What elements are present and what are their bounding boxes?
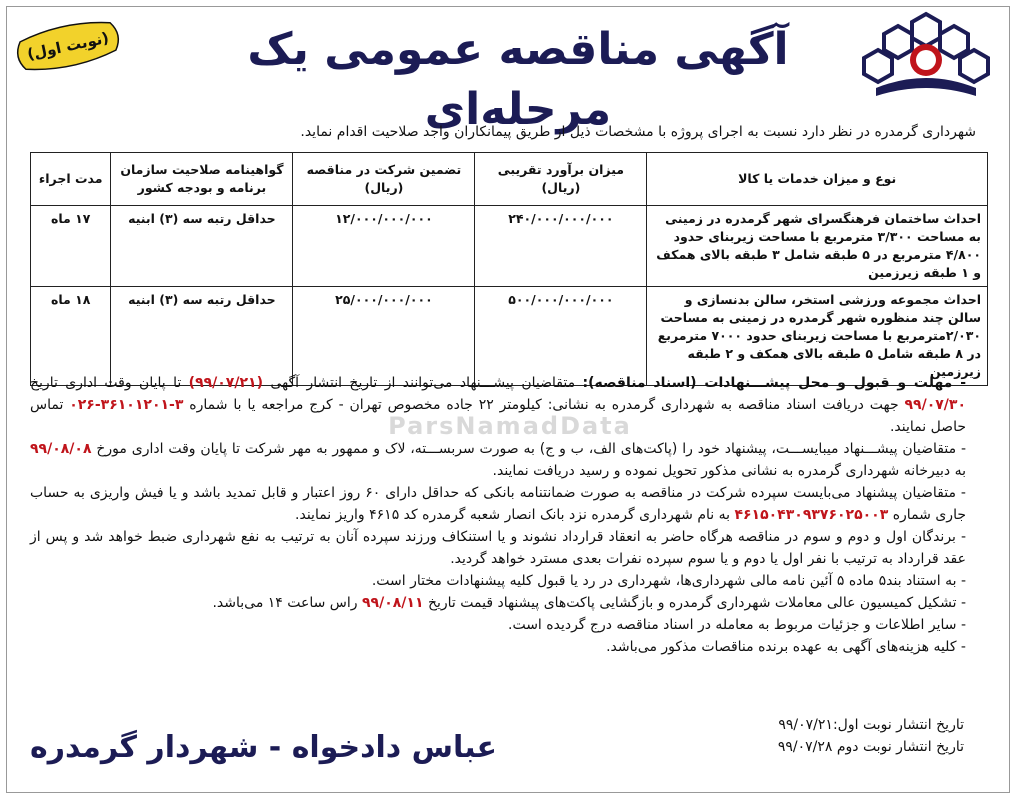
publication-dates (778, 714, 964, 758)
cell-description: احداث مجموعه ورزشی استخر، سالن بدنسازی و سالن چند منظوره شهر گرمدره در زمینی به مساحت ۲/۰۳۰مترمربع با مساحت زیربنای حدود ۷۰۰۰ مترمربع در ۸ طبقه شامل ۵ طبقه بالای همکف و ۲ طبقه زیرزمین (647, 287, 988, 386)
cell-duration: ۱۷ ماه (31, 206, 111, 287)
header-description: نوع و میزان خدمات یا کالا (647, 153, 988, 206)
cell-guarantee: ۲۵/۰۰۰/۰۰۰/۰۰۰ (293, 287, 475, 386)
text-fragment: به نام شهرداری گرمدره نزد بانک انصار شعبه گرمدره کد ۴۶۱۵ واریز نمایند. (295, 507, 735, 523)
header-guarantee: تضمین شرکت در مناقصه (ریال) (293, 153, 475, 206)
paragraph-rights: - به استناد بند۵ ماده ۵ آئین نامه مالی شهرداری‌ها، شهرداری در رد یا قبول کلیه پیشنهادات مختار است. (371, 573, 966, 589)
deadline-date: ۹۹/۰۷/۳۰ (904, 397, 966, 413)
text-fragment: - متقاضیان پیشنهاد می‌بایست سپرده شرکت در مناقصه به صورت ضمانتنامه بانکی که حداقل دارای ۶۰ روز اعتبار و قابل تمدید باشد و یا فیش واریزی به حساب جاری شماره (30, 485, 966, 523)
phone-number: ۳-۳۶۱۰۱۲۰۱-۰۲۶ (69, 397, 184, 413)
edition-badge-label: (نوبت اول) (25, 28, 111, 64)
paragraph-deposit (30, 482, 966, 526)
cell-estimate: ۵۰۰/۰۰۰/۰۰۰/۰۰۰ (475, 287, 647, 386)
conditions-text (30, 372, 966, 658)
paragraph-commission (30, 592, 966, 614)
text-fragment: به دبیرخانه شهرداری گرمدره به نشانی مذکور تحویل نموده و رسید دریافت نمایند. (492, 463, 966, 479)
first-publication-date: تاریخ انتشار نوبت اول:۹۹/۰۷/۲۱ (778, 717, 964, 733)
text-fragment: تماس حاصل نمایند. (30, 397, 966, 435)
header-duration: مدت اجراء (31, 153, 111, 206)
header-certificate: گواهینامه صلاحیت سازمان برنامه و بودجه کشور (111, 153, 293, 206)
cell-guarantee: ۱۲/۰۰۰/۰۰۰/۰۰۰ (293, 206, 475, 287)
text-fragment: - متقاضیان پیشـــنهاد میبایســـت، پیشنهاد خود را (پاکت‌های الف، ب و ج) به صورت سربســـته، لاک و ممهور به مهر شرکت تا پایان وقت اداری مورخ (91, 441, 966, 457)
table-row (31, 287, 988, 386)
account-number: ۴۶۱۵۰۴۳۰۹۳۷۶۰۲۵۰۰۳ (734, 507, 889, 523)
paragraph-costs: - کلیه هزینه‌های آگهی به عهده برنده مناقصات مذکور می‌باشد. (606, 639, 966, 655)
header-estimate: میزان برآورد تقریبی (ریال) (475, 153, 647, 206)
cell-description: احداث ساختمان فرهنگسرای شهر گرمدره در زمینی به مساحت ۳/۳۰۰ مترمربع با مساحت زیربنای حدود ۴/۸۰۰ مترمربع در ۵ طبقه شامل ۳ طبقه بالای همکف و ۱ طبقه زیرزمین (647, 206, 988, 287)
mayor-signature: عباس دادخواه - شهردار گرمدره (30, 730, 498, 765)
text-fragment: تا پایان وقت اداری تاریخ (30, 375, 189, 391)
text-fragment: راس ساعت ۱۴ می‌باشد. (212, 595, 362, 611)
second-publication-date: تاریخ انتشار نوبت دوم ۹۹/۰۷/۲۸ (777, 739, 964, 755)
table-row (31, 206, 988, 287)
text-fragment: - تشکیل کمیسیون عالی معاملات شهرداری گرمدره و بازگشایی پاکت‌های پیشنهاد قیمت تاریخ (423, 595, 966, 611)
submission-date: ۹۹/۰۸/۰۸ (30, 441, 92, 457)
paragraph-lead: - مهلت و قبول و محل پیشـــنهادات (اسناد مناقصه): (582, 375, 966, 391)
publish-date: (۹۹/۰۷/۲۱) (188, 375, 263, 391)
page-title: آگهی مناقصه عمومی یک مرحله‌ای (247, 24, 789, 135)
paragraph-submission (30, 438, 966, 482)
cell-certificate: حداقل رتبه سه (۳) ابنیه (111, 206, 293, 287)
text-fragment: جهت دریافت اسناد مناقصه به شهرداری گرمدره به نشانی: کیلومتر ۲۲ جاده مخصوص تهران - کرج مراجعه یا با شماره (183, 397, 905, 413)
table-header-row (31, 153, 988, 206)
paragraph-details: - سایر اطلاعات و جزئیات مربوط به معامله در اسناد مناقصه درج گردیده است. (508, 617, 966, 633)
edition-badge (10, 11, 126, 80)
watermark: ParsNamadData (388, 412, 632, 440)
tender-table (30, 152, 988, 386)
paragraph-deadline (30, 372, 966, 438)
intro-text: شهرداری گرمدره در نظر دارد نسبت به اجرای پروژه با مشخصات ذیل از طریق پیمانکاران واجد صلاحیت اقدام نماید. (300, 124, 976, 140)
cell-duration: ۱۸ ماه (31, 287, 111, 386)
cell-certificate: حداقل رتبه سه (۳) ابنیه (111, 287, 293, 386)
paragraph-winners: - برندگان اول و دوم و سوم در مناقصه هرگاه حاضر به انعقاد قرارداد نشوند و یا استنکاف ورزند سپرده آنان به ترتیب به نفع شهرداری ضبط خواهد شد و پس از عقد قرارداد به ترتیب با نفر اول یا دوم و یا سوم سپرده نفرات بعدی مسترد خواهد گردید. (30, 529, 966, 567)
text-fragment: متقاضیان پیشـــنهاد می‌توانند از تاریخ انتشار آگهی (262, 375, 583, 391)
municipality-logo (856, 8, 996, 103)
opening-date: ۹۹/۰۸/۱۱ (362, 595, 424, 611)
cell-estimate: ۲۴۰/۰۰۰/۰۰۰/۰۰۰ (475, 206, 647, 287)
